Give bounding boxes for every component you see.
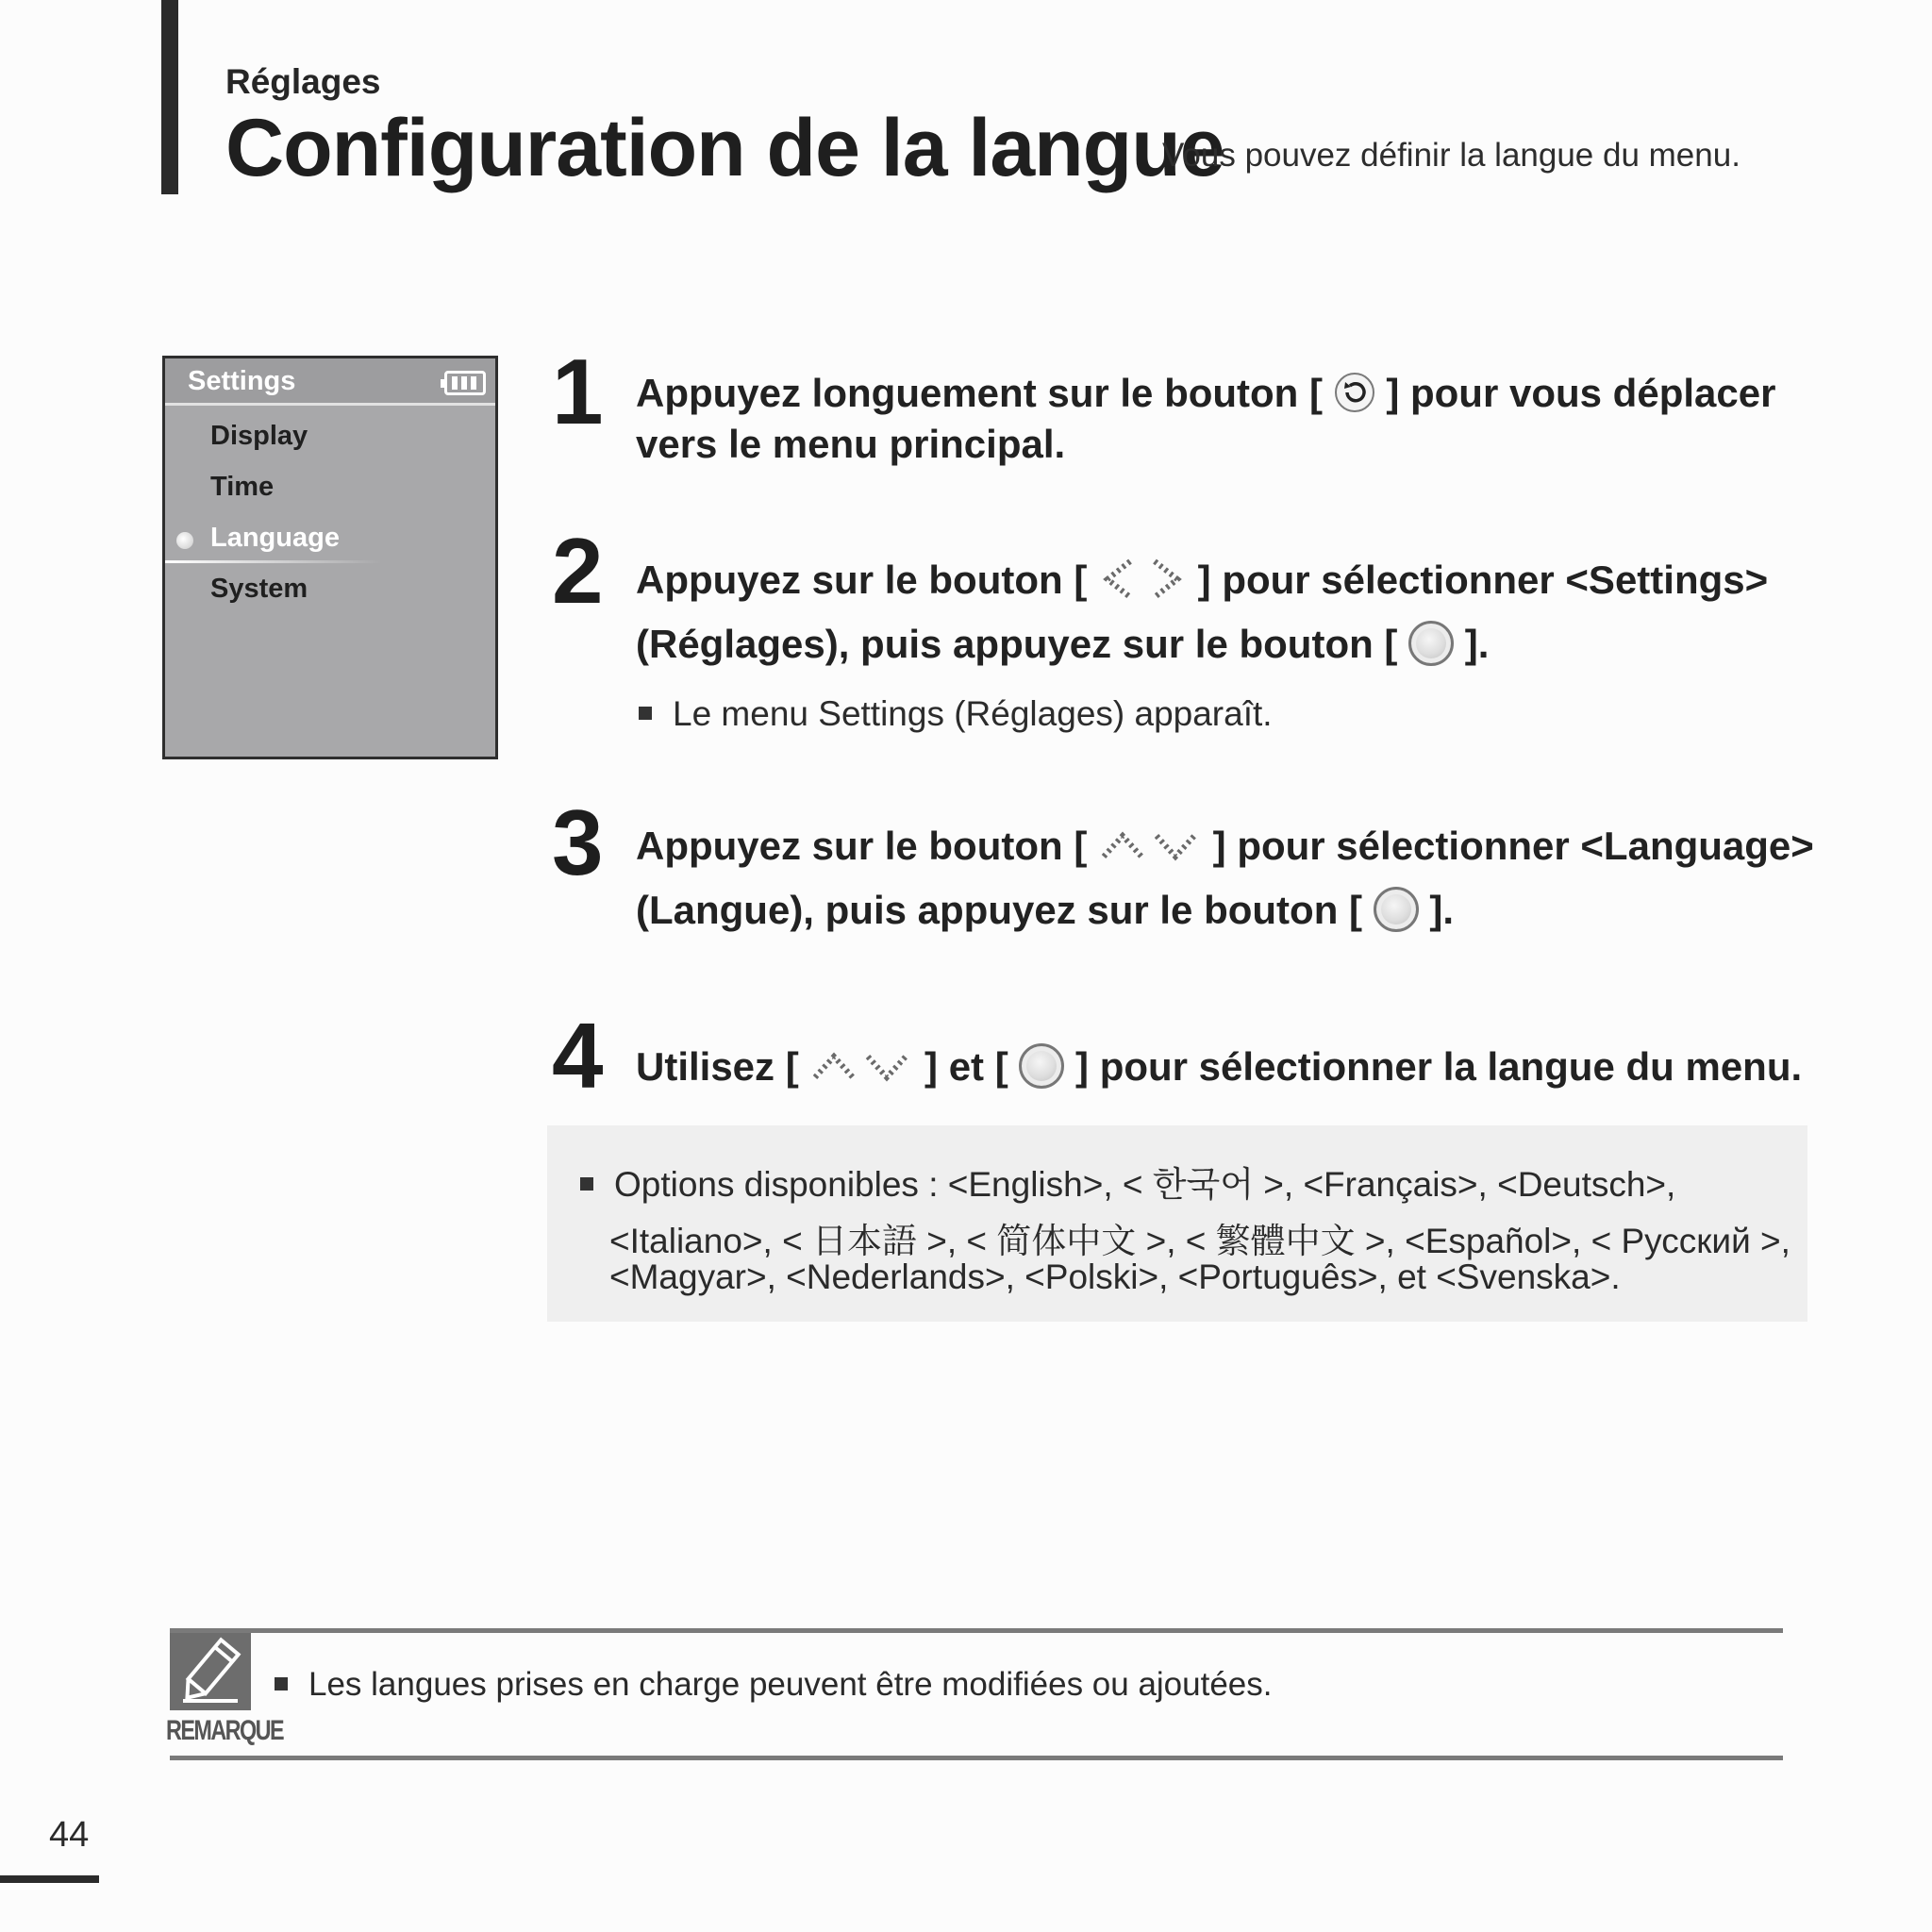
step-3-line-1 bbox=[636, 821, 1814, 872]
device-menu-item-time: Time bbox=[210, 472, 275, 502]
device-menu-item-language: Language bbox=[210, 523, 340, 553]
step-2-bullet bbox=[639, 694, 1273, 734]
step-text: (Langue), puis appuyez sur le bouton [ bbox=[636, 888, 1363, 932]
device-screen-title: Settings bbox=[188, 366, 296, 396]
page-subtitle: Vous pouvez définir la langue du menu. bbox=[1162, 137, 1740, 174]
bullet-square-icon bbox=[275, 1677, 288, 1690]
step-text: ] pour sélectionner <Language> bbox=[1212, 824, 1814, 868]
step-text: Appuyez sur le bouton [ bbox=[636, 558, 1088, 602]
step-text: Appuyez sur le bouton [ bbox=[636, 824, 1088, 868]
language-options-box bbox=[547, 1125, 1807, 1322]
step-number: 2 bbox=[552, 519, 604, 623]
step-text: Appuyez longuement sur le bouton [ bbox=[636, 371, 1323, 415]
section-label: Réglages bbox=[225, 62, 381, 101]
device-menu-item-display: Display bbox=[210, 421, 308, 451]
battery-icon bbox=[444, 371, 486, 395]
device-screen-illustration bbox=[162, 356, 498, 759]
up-down-icon bbox=[809, 1045, 913, 1087]
pencil-note-icon bbox=[170, 1633, 251, 1710]
note-bottom-rule bbox=[170, 1756, 1783, 1760]
options-text: Options disponibles : <English>, < 한국어 >, <Français>, <Deutsch>, bbox=[614, 1165, 1676, 1204]
page-number: 44 bbox=[49, 1815, 90, 1855]
step-4-line bbox=[636, 1041, 1802, 1092]
select-button-icon bbox=[1019, 1043, 1064, 1089]
step-text: ]. bbox=[1429, 888, 1455, 932]
step-text: Utilisez [ bbox=[636, 1044, 799, 1089]
selection-underline bbox=[165, 560, 382, 563]
options-line-1 bbox=[580, 1156, 1675, 1207]
step-number: 4 bbox=[552, 1004, 604, 1108]
note-text-line bbox=[275, 1666, 1273, 1704]
options-line-2: <Italiano>, < 日本語 >, < 简体中文 >, < 繁體中文 >, <Español>, < Русский >, bbox=[609, 1222, 1790, 1260]
options-line-3: <Magyar>, <Nederlands>, <Polski>, <Português>, et <Svenska>. bbox=[609, 1257, 1621, 1296]
note-text: Les langues prises en charge peuvent être modifiées ou ajoutées. bbox=[308, 1666, 1273, 1703]
step-text: ] et [ bbox=[924, 1044, 1008, 1089]
select-button-icon bbox=[1408, 621, 1454, 666]
note-label: REMARQUE bbox=[166, 1715, 284, 1746]
page-title: Configuration de la langue bbox=[225, 103, 1224, 193]
selection-dot-icon bbox=[176, 532, 193, 549]
step-2-line-1 bbox=[636, 555, 1768, 607]
step-text: ] pour vous déplacer bbox=[1386, 371, 1776, 415]
step-1-line-2: vers le menu principal. bbox=[636, 422, 1066, 466]
step-number: 1 bbox=[552, 340, 604, 443]
bullet-square-icon bbox=[580, 1177, 593, 1191]
page-number-rule bbox=[0, 1875, 99, 1883]
back-arrow-icon bbox=[1334, 372, 1375, 413]
step-2-line-2 bbox=[636, 619, 1489, 670]
device-menu-item-system: System bbox=[210, 574, 308, 604]
note-top-rule bbox=[170, 1628, 1783, 1633]
left-right-icon bbox=[1098, 556, 1187, 603]
select-button-icon bbox=[1374, 887, 1419, 932]
step-text: ] pour sélectionner <Settings> bbox=[1197, 558, 1769, 602]
up-down-icon bbox=[1098, 824, 1202, 866]
bullet-text: Le menu Settings (Réglages) apparaît. bbox=[673, 694, 1273, 733]
header-accent-bar bbox=[161, 0, 178, 194]
step-text: ]. bbox=[1464, 622, 1490, 666]
step-number: 3 bbox=[552, 791, 604, 894]
bullet-square-icon bbox=[639, 707, 652, 720]
step-3-line-2 bbox=[636, 885, 1454, 936]
step-text: ] pour sélectionner la langue du menu. bbox=[1075, 1044, 1803, 1089]
step-text: (Réglages), puis appuyez sur le bouton [ bbox=[636, 622, 1398, 666]
device-screen-header bbox=[165, 358, 495, 406]
step-1-line-1 bbox=[636, 368, 1775, 419]
